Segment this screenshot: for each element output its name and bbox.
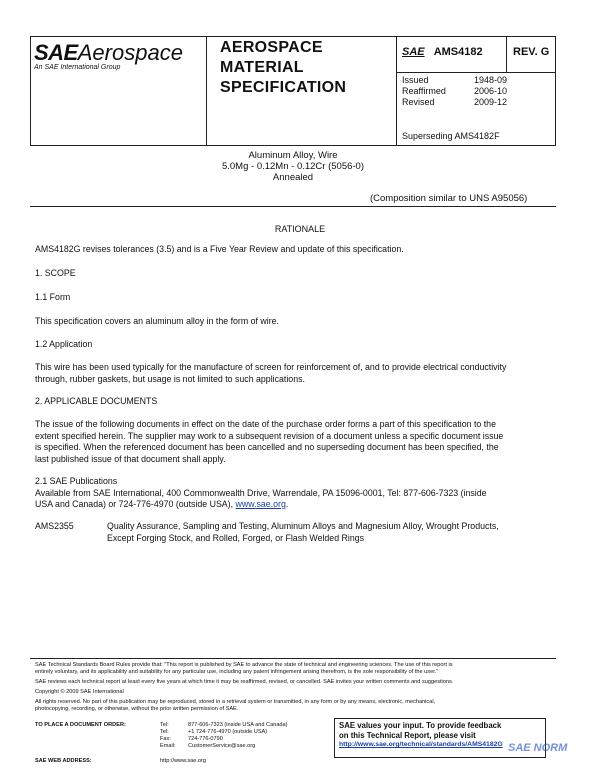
rationale-text: AMS4182G revises tolerances (3.5) and is a Five Year Review and update of this specification.	[35, 244, 404, 254]
application-text-line-1: This wire has been used typically for the manufacture of screen for reinforcement of, and to provide electrical conductivity	[35, 362, 507, 372]
doc-number: AMS4182	[433, 46, 483, 58]
logo-sae-text: SAE	[34, 40, 78, 65]
rights-line-1: All rights reserved. No part of this publication may be reproduced, stored in a retrieval system or transmitted, in any form or by any means, electronic, mechanical,	[35, 699, 436, 705]
feedback-line-1: SAE values your input. To provide feedback	[339, 721, 502, 730]
material-rule	[30, 206, 556, 207]
header-rule	[396, 72, 556, 73]
email-label: Email:	[160, 743, 176, 749]
rationale-heading: RATIONALE	[274, 224, 326, 234]
review-statement: SAE reviews each technical report at least every five years at which time it may be reaffirmed, revised, or cancelled. SAE invites your written comments and suggestions.	[35, 679, 454, 685]
ams-reference-title-line-2: Except Forging Stock, and Rolled, Forged, or Flash Welded Rings	[107, 532, 365, 543]
material-line-1: Aluminum Alloy, Wire	[248, 150, 338, 161]
header-divider-2	[396, 36, 397, 146]
rules-line-1: SAE Technical Standards Board Rules provide that: "This report is published by SAE to advance the state of technical and engineering sciences. The use of this report is	[35, 662, 453, 668]
sae-norm-watermark: SAE NORM	[508, 742, 568, 754]
documents-paragraph-line-1: The issue of the following documents in effect on the date of the purchase order forms a part of this specification to the	[35, 419, 496, 429]
ams-reference-title	[107, 521, 499, 544]
footer-rule	[30, 658, 556, 659]
doc-prefix: SAE	[402, 46, 425, 58]
documents-heading: 2. APPLICABLE DOCUMENTS	[35, 396, 158, 406]
publications-line-2	[35, 499, 487, 511]
tel2-label: Tel:	[160, 729, 169, 735]
publications-heading: 2.1 SAE Publications	[35, 476, 118, 486]
rules-line-2: entirely voluntary, and its applicability and suitability for any particular use, including any patent infringement arising therefrom, is the sole responsibility of the user."	[35, 669, 439, 675]
documents-paragraph-line-4: last published issue of that document shall apply.	[35, 453, 226, 464]
title-line-3: SPECIFICATION	[220, 79, 347, 96]
sae-publications	[35, 476, 487, 511]
spec-title	[220, 38, 346, 98]
superseding-note: Superseding AMS4182F	[402, 131, 500, 141]
ams-reference-number: AMS2355	[35, 521, 74, 531]
material-title	[30, 150, 556, 183]
issue-dates	[402, 75, 507, 108]
tel-value: 877-606-7323 (inside USA and Canada)	[188, 722, 288, 728]
form-text: This specification covers an aluminum alloy in the form of wire.	[35, 316, 279, 326]
feedback-link[interactable]: http://www.sae.org/technical/standards/AMS4182G	[339, 741, 503, 748]
documents-paragraph-line-3: is specified. When the referenced document has been cancelled and no superseding document has been specified, the	[35, 442, 499, 452]
fax-value: 724-776-0790	[188, 736, 223, 742]
publications-line-2-end: .	[285, 499, 289, 509]
publications-line-2-text: USA and Canada) or 724-776-4970 (outside USA),	[35, 499, 236, 509]
application-text-line-2: through, rubber gaskets, but usage is not limited to such applications.	[35, 373, 305, 384]
contact-list	[160, 722, 288, 750]
issued-label: Issued	[402, 75, 429, 85]
sae-website-link[interactable]: www.sae.org	[235, 499, 286, 509]
doc-number-block	[402, 46, 483, 58]
sae-aerospace-logo	[34, 40, 183, 71]
application-heading: 1.2 Application	[35, 339, 93, 349]
footer-legal	[35, 662, 555, 713]
reaffirmed-value: 2006-10	[474, 86, 508, 96]
material-line-2: 5.0Mg - 0.12Mn - 0.12Cr (5056-0)	[221, 161, 365, 172]
feedback-line-2: on this Technical Report, please visit	[339, 730, 476, 740]
header-divider-3	[506, 36, 507, 72]
application-text	[35, 362, 506, 385]
documents-paragraph-line-2: extent specified herein. The supplier may work to a subsequent revision of a document unless a specific document issue	[35, 430, 504, 441]
email-value: CustomerService@sae.org	[188, 743, 256, 749]
logo-subtitle: An SAE International Group	[34, 64, 121, 71]
revision-label: REV. G	[513, 46, 550, 58]
tel-label: Tel:	[160, 722, 169, 728]
publications-line-1: Available from SAE International, 400 Commonwealth Drive, Warrendale, PA 15096-0001, Tel: 877-606-7323 (inside	[35, 487, 487, 498]
revised-label: Revised	[402, 97, 435, 107]
reaffirmed-label: Reaffirmed	[402, 86, 446, 96]
scope-heading: 1. SCOPE	[35, 268, 76, 278]
title-line-2: MATERIAL	[220, 59, 304, 76]
issued-value: 1948-09	[474, 75, 508, 85]
material-line-3: Annealed	[272, 172, 314, 183]
order-label: TO PLACE A DOCUMENT ORDER:	[35, 722, 126, 728]
web-value: http://www.sae.org	[160, 758, 207, 764]
title-line-1: AEROSPACE	[220, 39, 323, 56]
header-divider-1	[206, 36, 207, 146]
fax-label: Fax:	[160, 736, 171, 742]
documents-paragraph	[35, 419, 503, 465]
composition-note: (Composition similar to UNS A95056)	[370, 193, 528, 204]
form-heading: 1.1 Form	[35, 292, 71, 302]
ams-reference-title-line-1: Quality Assurance, Sampling and Testing, Aluminum Alloys and Magnesium Alloy, Wrought Products,	[107, 521, 499, 531]
copyright: Copyright © 2009 SAE International	[35, 689, 124, 695]
rights-line-2: photocopying, recording, or otherwise, without the prior written permission of SAE.	[35, 706, 239, 712]
tel2-value: +1 724-776-4970 (outside USA)	[188, 729, 268, 735]
revised-value: 2009-12	[474, 97, 508, 107]
web-label: SAE WEB ADDRESS:	[35, 758, 92, 764]
logo-aerospace-text: Aerospace	[77, 40, 183, 65]
